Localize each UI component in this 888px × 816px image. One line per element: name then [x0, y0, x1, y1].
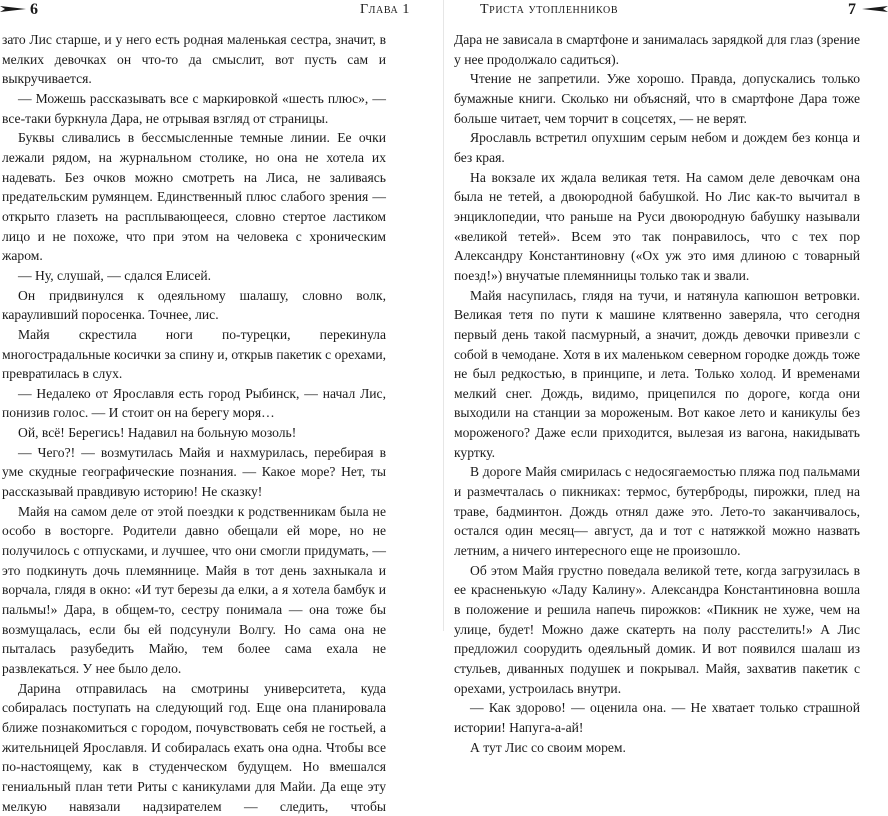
arrow-ornament-icon: [0, 4, 26, 14]
paragraph: Чтение не запретили. Уже хорошо. Правда, допускались только бумажные книги. Сколько ни объясняй, что в смартфоне Дара тоже больше читает, чем торчит в соцсетях, — не верят.: [454, 71, 860, 126]
right-page-text: [454, 30, 860, 757]
paragraph: — Недалеко от Ярославля есть город Рыбинск, — начал Лис, понизив голос. — И стоит он на берегу моря…: [2, 385, 386, 421]
paragraph: Майя на самом деле от этой поездки к родственникам была не особо в восторге. Родители давно обещали ей море, но не получилось с отпусками, и лучшее, что они смогли придумать, — это подкинуть дочь племяннице. Майя в тот день захныкала и ворчала, глядя в окно: «И тут березы да елки, а я хотела бамбук и пальмы!» Дара, в общем-то, сестру понимала — она тоже бы возмущалась, если бы ей подсунули Волгу. Но сама она не пыталась разубедить Майю, тем более сама ехала не развлекаться. У нее было дело.: [2, 503, 386, 676]
paragraph: Ярославль встретил опухшим серым небом и дождем без конца и без края.: [454, 130, 860, 165]
paragraph: Ой, всё! Берегись! Надавил на больную мозоль!: [18, 425, 297, 441]
paragraph: Майя насупилась, глядя на тучи, и натянула капюшон ветровки. Великая тетя по пути к машине клятвенно заверяла, что сегодня первый день такой пасмурный, а значит, дождь девочки привезли с собой в чемодане. Хотя в их маленьком северном городке дождь тоже не был редкостью, в принципе, и лета. Только холод. И временами мелкий снег. Дождь, видимо, прицепился по дороге, когда они выходили на станции за мороженым. Вот какое лето и каникулы без мороженого? Даже если приходится, вылезая из вагона, накидывать куртку.: [454, 287, 860, 460]
left-page: [0, 0, 440, 814]
paragraph: Буквы сливались в бессмысленные темные линии. Ее очки лежали рядом, на журнальном столике, но она не хотела их надевать. Без очков можно смотреть на Лиса, не заливаясь предательским румянцем. Единственный плюс слабого зрения — открыто глазеть на расплывающееся, словно стертое ластиком лицо и не похоже, что при этом на человека с хроническим жаром.: [2, 130, 386, 264]
paragraph: — Чего?! — возмутилась Майя и нахмурилась, перебирая в уме скудные географические познания. — Какое море? Нет, ты рассказывай правдивую историю! Не сказку!: [2, 444, 386, 500]
left-running-header: [0, 0, 440, 20]
chapter-running-head: Глава 1: [359, 2, 410, 17]
paragraph: — Ну, слушай, — сдался Елисей.: [18, 267, 212, 283]
right-page: [448, 0, 888, 755]
paragraph: А тут Лис со своим морем.: [470, 739, 626, 755]
paragraph: В дороге Майя смирилась с недосягаемостью пляжа под пальмами и размечталась о пикниках: термос, бутерброды, пирожки, плед на траве, бадминтон. Дождь отнял даже это. Лето-то заканчивалось, остался один месяц— август, да и тот с натяжкой можно назвать летним, а ничего интересного еще не произошло.: [454, 464, 860, 559]
paragraph: зато Лис старше, и у него есть родная маленькая сестра, значит, в мелких девочках он что-то да смыслит, вот пусть сам и выкручивается.: [2, 32, 386, 87]
paragraph: На вокзале их ждала великая тетя. На самом деле девочкам она была не тетей, а двоюродной бабушкой. Но Лис как-то вычитал в энциклопедии, что раньше на Руси двоюродную бабушку называли «великой тетей». Всем это так понравилось, что с тех пор Александру Константиновну («Ох уж это имя длиною с товарный поезд!») внучатые племянницы только так и звали.: [454, 169, 860, 283]
arrow-ornament-icon: [862, 4, 888, 14]
paragraph: Дарина отправилась на смотрины университета, куда собиралась поступать на следующий год. Еще она планировала ближе познакомиться с городом, почувствовать себя не гостьей, а жительницей Ярославля. И собиралась ехать она одна. Чтобы все по-настоящему, как в студенческом будущем. Но вмешался гениальный план тети Риты с каникулами для Майи. Да еще эту мелкую навязали надзирателем — следить, чтобы: [2, 680, 386, 814]
paragraph: Майя скрестила ноги по-турецки, перекинула многострадальные косички за спину и, открыв пакетик с орехами, превратилась в слух.: [2, 326, 386, 382]
paragraph: — Как здорово! — оценила она. — Не хватает только страшной истории! Напуга-а-ай!: [454, 700, 860, 735]
page-number-right: 7: [848, 1, 856, 18]
paragraph: Дара не зависала в смартфоне и занималась зарядкой для глаз (зрение у нее продолжало садиться).: [454, 32, 860, 67]
right-running-header: [448, 0, 888, 20]
paragraph: Он придвинулся к одеяльному шалашу, словно волк, карауливший поросенка. Точнее, лис.: [2, 287, 386, 323]
page-number-left: 6: [30, 1, 38, 18]
paragraph: Об этом Майя грустно поведала великой тете, когда загрузилась в ее красненькую «Ладу Калину». Александра Константиновна вошла в положение и решила напечь пирожков: «Пикник не хуже, чем на улице, будет! Можно даже скатерть на полу расстелить!» А Лис предложил соорудить одеяльный домик. И вот появился шалаш из стульев, диванных подушек и покрывал. Майя, захватив пакетик с орехами, устроилась внутри.: [454, 562, 860, 696]
paragraph: — Можешь рассказывать все с маркировкой «шесть плюс», — все-таки буркнула Дара, не отрывая взгляд от страницы.: [2, 90, 386, 126]
book-running-head: Триста утопленников: [480, 2, 619, 17]
left-page-text: [2, 30, 386, 816]
book-spine-divider: [443, 0, 444, 631]
